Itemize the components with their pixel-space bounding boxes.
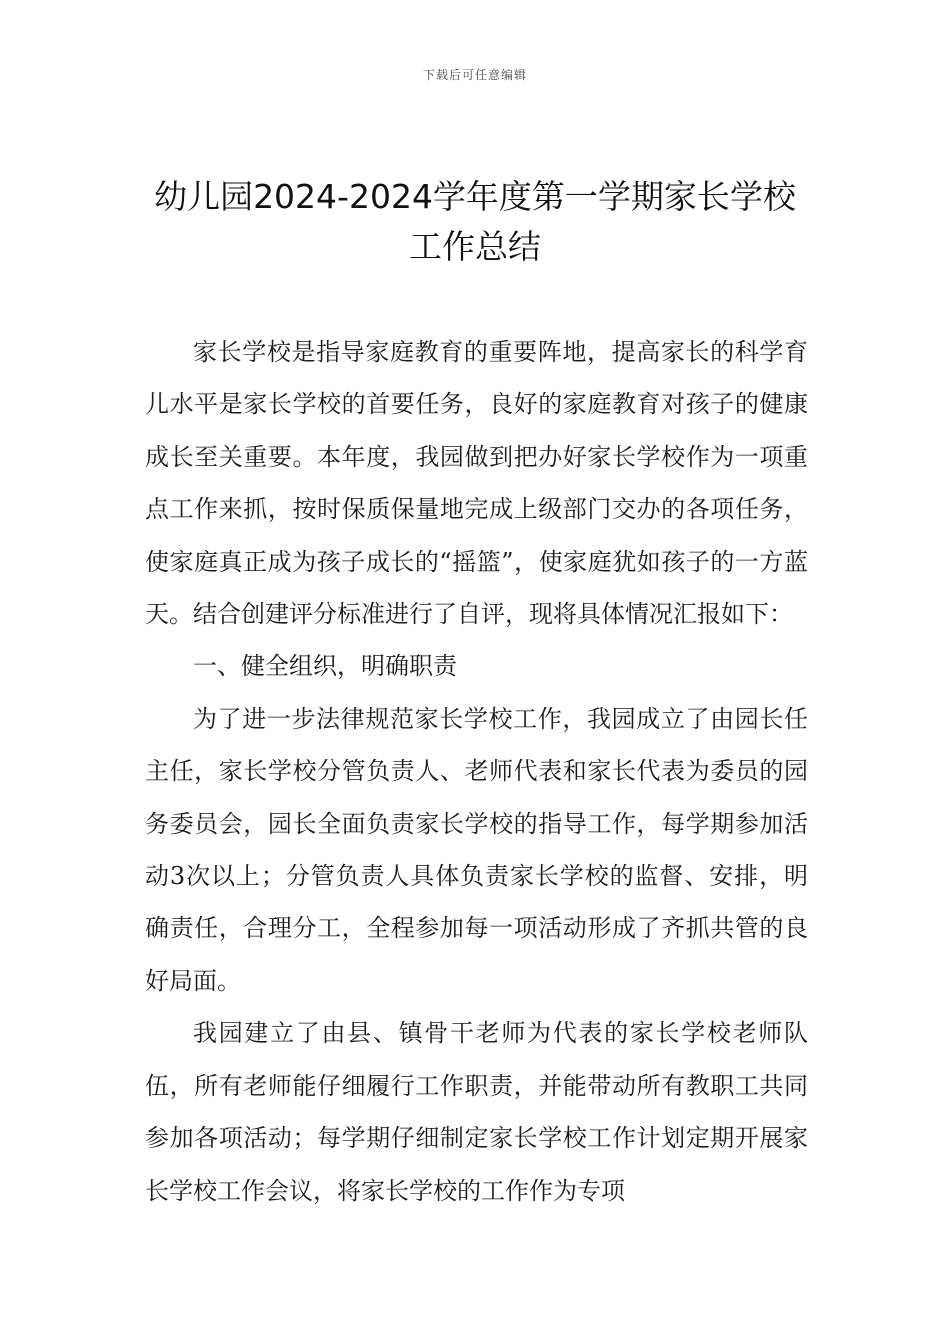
header-note: 下载后可任意编辑 bbox=[422, 68, 527, 82]
paragraph-organization: 为了进一步法律规范家长学校工作，我园成立了由园长任主任，家长学校分管负责人、老师代表和家长代表为委员的园务委员会，园长全面负责家长学校的指导工作，每学期参加活动3次以上；分管负责人具体负责家长学校的监督、安排，明确责任，合理分工，全程参加每一项活动形成了齐抓共管的良好局面。 bbox=[145, 704, 808, 995]
paragraph-teachers: 我园建立了由县、镇骨干老师为代表的家长学校老师队伍，所有老师能仔细履行工作职责，并能带动所有教职工共同参加各项活动；每学期仔细制定家长学校工作计划定期开展家长学校工作会议，将家长学校的工作作为专项 bbox=[145, 1019, 808, 1205]
section-heading-1: 一、健全组织，明确职责 bbox=[193, 652, 457, 681]
document-body bbox=[145, 326, 808, 1217]
paragraph-intro: 家长学校是指导家庭教育的重要阵地，提高家长的科学育儿水平是家长学校的首要任务，良好的家庭教育对孩子的健康成长至关重要。本年度，我园做到把办好家长学校作为一项重点工作来抓，按时保质保量地完成上级部门交办的各项任务，使家庭真正成为孩子成长的“摇篮”，使家庭犹如孩子的一方蓝天。结合创建评分标准进行了自评，现将具体情况汇报如下： bbox=[145, 338, 808, 629]
document-title: 幼儿园2024-2024学年度第一学期家长学校工作总结 bbox=[154, 177, 796, 266]
